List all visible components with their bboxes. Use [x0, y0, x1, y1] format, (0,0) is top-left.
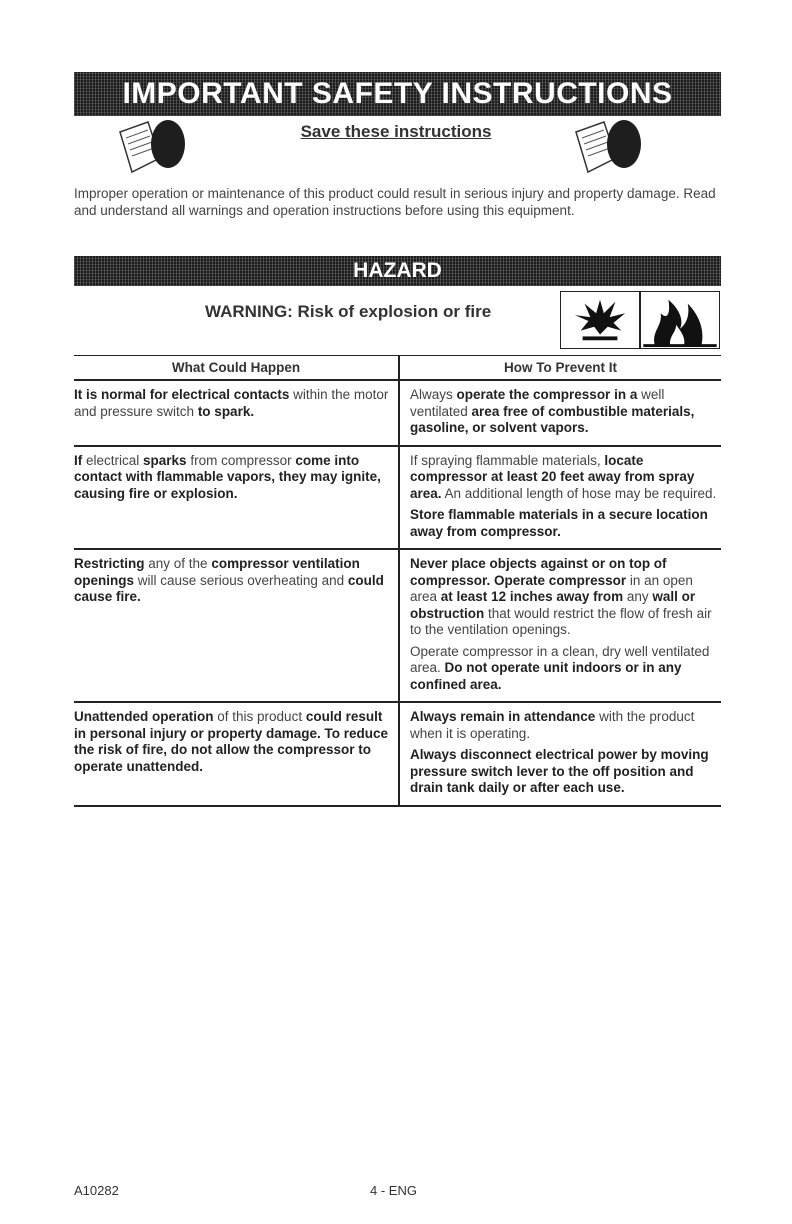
bold-text: compressor ventilation openings: [74, 556, 360, 588]
hazard-banner: [74, 256, 721, 286]
cell-paragraph: [74, 453, 390, 503]
table-row: [74, 703, 721, 807]
warning-heading: WARNING: Risk of explosion or fire: [205, 302, 492, 321]
page-number: 4 - ENG: [370, 1183, 417, 1198]
bold-text: Always remain in attendance: [410, 709, 596, 724]
text: any: [623, 589, 653, 604]
bold-text: Store flammable materials in a secure location away from compressor.: [410, 507, 708, 539]
bold-text: locate compressor at least 20 feet away from spray area.: [410, 452, 695, 501]
bold-text: to spark.: [197, 403, 255, 419]
bold-text: Do not operate unit indoors or in any confined area.: [410, 660, 682, 692]
bold-text: Restricting: [74, 556, 145, 571]
text: that would restrict the flow of fresh air to the ventilation openings.: [410, 605, 712, 637]
table-row: [74, 447, 721, 551]
prevention-cell: [398, 381, 721, 445]
text: well ventilated: [410, 387, 665, 419]
fire-hazard-icon: [640, 291, 720, 349]
text: with the product when it is operating.: [410, 709, 695, 741]
bold-text: If: [74, 452, 83, 468]
cell-paragraph: [410, 453, 721, 503]
text: Always: [410, 387, 457, 402]
hazard-label: HAZARD: [353, 259, 442, 282]
table-header: [74, 355, 721, 381]
text: from compressor: [186, 452, 296, 468]
cell-paragraph: [74, 556, 390, 606]
text: will cause serious overheating and: [134, 572, 348, 588]
cell-paragraph: [74, 387, 390, 420]
intro-paragraph: Improper operation or maintenance of this product could result in serious injury and property damage. Read and understand all warnings and operation instructions before using this equipment.: [74, 186, 716, 218]
hazard-table: [74, 355, 721, 807]
bold-text: Never place objects against or on top of compressor. Operate compressor: [410, 556, 667, 588]
cell-paragraph: [410, 747, 721, 797]
text: Operate compressor in a clean, dry well ventilated area.: [410, 643, 710, 675]
prevention-cell: [398, 447, 721, 549]
bold-text: operate the compressor in a: [456, 387, 638, 402]
document-code: A10282: [74, 1183, 119, 1198]
header-what-could-happen: What Could Happen: [171, 360, 301, 375]
prevention-cell: [398, 550, 721, 701]
bold-text: Unattended operation: [74, 709, 214, 724]
hazard-cell: [74, 703, 398, 805]
bold-text: sparks: [143, 452, 187, 468]
bold-text: could result in personal injury or property damage. To reduce the risk of fire, do not allow the compressor to operate unattended.: [74, 709, 389, 774]
page-title: IMPORTANT SAFETY INSTRUCTIONS: [122, 77, 673, 110]
hazard-cell: [74, 447, 398, 549]
header-how-to-prevent: How To Prevent It: [398, 356, 721, 379]
bold-text: wall or obstruction: [410, 589, 696, 621]
text: of this product: [213, 709, 306, 724]
cell-paragraph: [410, 644, 721, 694]
safety-instructions-banner: [74, 72, 721, 116]
cell-paragraph: [410, 507, 721, 540]
cell-paragraph: [410, 387, 721, 437]
text: in an open area: [410, 572, 693, 604]
cell-paragraph: [410, 556, 721, 639]
text: If spraying flammable materials,: [410, 452, 605, 468]
text: electrical: [82, 452, 144, 468]
prevention-cell: [398, 703, 721, 805]
table-row: [74, 550, 721, 703]
text: any of the: [144, 556, 212, 571]
bold-text: at least 12 inches away from: [440, 589, 624, 604]
table-body: [74, 381, 721, 807]
table-row: [74, 381, 721, 447]
bold-text: It is normal for electrical contacts: [74, 387, 290, 402]
save-instructions-heading: Save these instructions: [300, 122, 492, 141]
text: An additional length of hose may be required.: [441, 485, 717, 501]
hazard-cell: [74, 381, 398, 445]
cell-paragraph: [410, 709, 721, 742]
text: within the motor and pressure switch: [74, 387, 389, 419]
explosion-hazard-icon: [560, 291, 640, 349]
bold-text: Always disconnect electrical power by moving pressure switch lever to the off position and drain tank daily or after each use.: [410, 747, 709, 795]
bold-text: could cause fire.: [74, 572, 384, 604]
bold-text: area free of combustible materials, gasoline, or solvent vapors.: [410, 403, 695, 435]
hazard-cell: [74, 550, 398, 701]
bold-text: come into contact with flammable vapors, they may ignite, causing fire or explosion.: [74, 452, 381, 501]
cell-paragraph: [74, 709, 390, 775]
